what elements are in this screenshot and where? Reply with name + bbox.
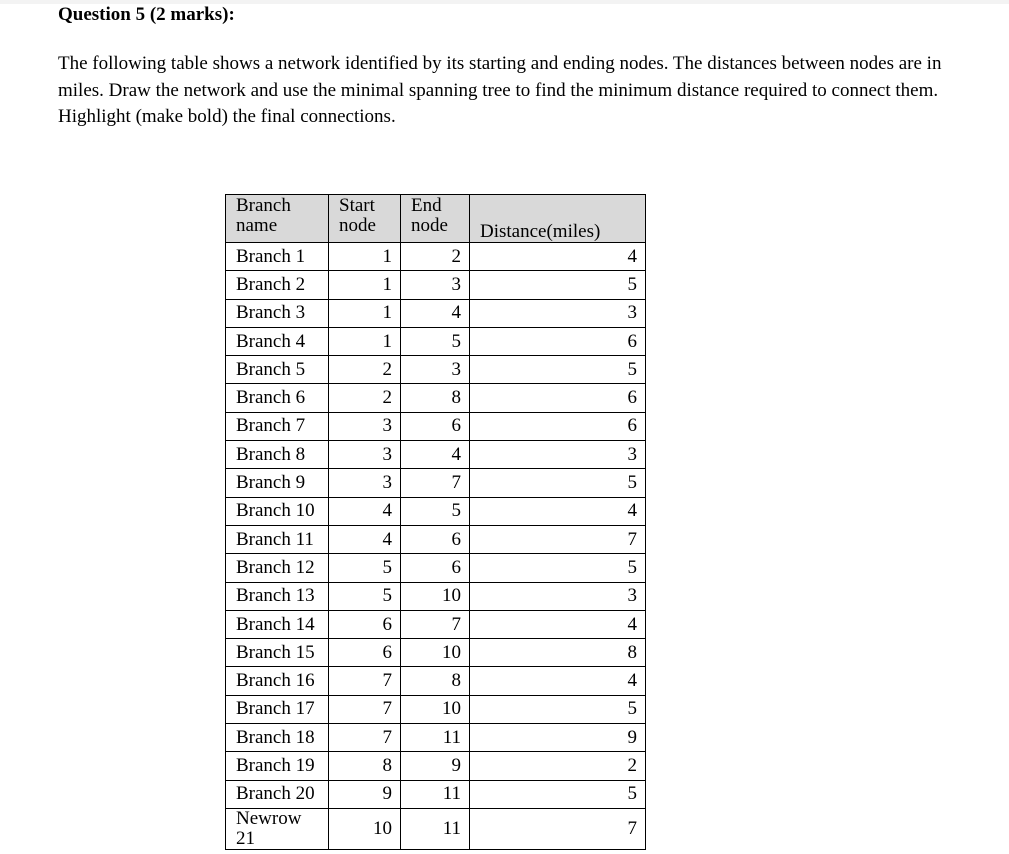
start-node-cell: 1 <box>329 299 401 327</box>
table-row <box>226 808 646 849</box>
header-branch-name <box>226 195 329 243</box>
branch-name-cell: Branch 7 <box>226 412 329 440</box>
branch-name-cell: Branch 10 <box>226 497 329 525</box>
branch-name-cell: Branch 9 <box>226 469 329 497</box>
header-start-node <box>329 195 401 243</box>
branch-name-cell: Branch 2 <box>226 271 329 299</box>
branch-name-cell: Branch 19 <box>226 752 329 780</box>
end-node-cell: 4 <box>401 441 470 469</box>
end-node-cell: 5 <box>401 327 470 355</box>
table-row <box>226 356 646 384</box>
end-node-cell: 3 <box>401 271 470 299</box>
table-row <box>226 299 646 327</box>
distance-cell: 5 <box>470 780 646 808</box>
question-heading: Question 5 (2 marks): <box>58 4 235 25</box>
table-row <box>226 695 646 723</box>
table-row <box>226 780 646 808</box>
table-row <box>226 525 646 553</box>
end-node-cell: 10 <box>401 639 470 667</box>
distance-cell: 7 <box>470 808 646 849</box>
end-node-cell: 8 <box>401 384 470 412</box>
branch-name-cell: Branch 8 <box>226 441 329 469</box>
branch-table <box>225 194 646 850</box>
end-node-cell: 5 <box>401 497 470 525</box>
table-header-row <box>226 195 646 243</box>
table-row <box>226 752 646 780</box>
end-node-cell: 9 <box>401 752 470 780</box>
branch-name-cell: Branch 6 <box>226 384 329 412</box>
end-node-cell: 4 <box>401 299 470 327</box>
table-body <box>226 243 646 850</box>
header-branch-line1: Branch <box>236 195 291 216</box>
table-row <box>226 243 646 271</box>
end-node-cell: 6 <box>401 525 470 553</box>
distance-cell: 5 <box>470 695 646 723</box>
distance-cell: 9 <box>470 724 646 752</box>
branch-name-cell: Branch 16 <box>226 667 329 695</box>
start-node-cell: 2 <box>329 384 401 412</box>
start-node-cell: 3 <box>329 469 401 497</box>
start-node-cell: 3 <box>329 441 401 469</box>
end-node-cell: 10 <box>401 582 470 610</box>
branch-name-cell: Branch 13 <box>226 582 329 610</box>
start-node-cell: 1 <box>329 243 401 271</box>
branch-name-cell: Branch 11 <box>226 525 329 553</box>
start-node-cell: 7 <box>329 667 401 695</box>
distance-cell: 4 <box>470 667 646 695</box>
end-node-cell: 11 <box>401 808 470 849</box>
table-row <box>226 469 646 497</box>
header-branch-line2: name <box>236 215 278 236</box>
branch-name-cell: Branch 4 <box>226 327 329 355</box>
end-node-cell: 7 <box>401 469 470 497</box>
branch-name-cell: Newrow 21 <box>226 808 329 849</box>
branch-name-cell: Branch 3 <box>226 299 329 327</box>
header-start-line1: Start <box>339 195 375 216</box>
start-node-cell: 5 <box>329 554 401 582</box>
branch-name-cell: Branch 18 <box>226 724 329 752</box>
start-node-cell: 10 <box>329 808 401 849</box>
end-node-cell: 11 <box>401 780 470 808</box>
end-node-cell: 2 <box>401 243 470 271</box>
end-node-cell: 10 <box>401 695 470 723</box>
table-row <box>226 610 646 638</box>
start-node-cell: 3 <box>329 412 401 440</box>
start-node-cell: 9 <box>329 780 401 808</box>
distance-cell: 3 <box>470 299 646 327</box>
start-node-cell: 4 <box>329 497 401 525</box>
header-end-line2: node <box>411 215 448 236</box>
start-node-cell: 1 <box>329 327 401 355</box>
table-row <box>226 412 646 440</box>
distance-cell: 6 <box>470 412 646 440</box>
header-end-node <box>401 195 470 243</box>
table-row <box>226 384 646 412</box>
start-node-cell: 8 <box>329 752 401 780</box>
start-node-cell: 7 <box>329 695 401 723</box>
distance-cell: 6 <box>470 327 646 355</box>
distance-cell: 4 <box>470 243 646 271</box>
table-row <box>226 271 646 299</box>
table-row <box>226 554 646 582</box>
header-start-line2: node <box>339 215 376 236</box>
table-row <box>226 667 646 695</box>
distance-cell: 6 <box>470 384 646 412</box>
end-node-cell: 7 <box>401 610 470 638</box>
start-node-cell: 6 <box>329 610 401 638</box>
branch-name-cell: Branch 20 <box>226 780 329 808</box>
distance-cell: 5 <box>470 271 646 299</box>
distance-cell: 8 <box>470 639 646 667</box>
start-node-cell: 2 <box>329 356 401 384</box>
question-text: The following table shows a network identified by its starting and ending nodes. The distances between nodes are in miles. Draw the network and use the minimal spanning tree to find the minimum distance required to connect them. Highlight (make bold) the final connections. <box>58 53 942 127</box>
branch-name-cell: Branch 17 <box>226 695 329 723</box>
distance-cell: 7 <box>470 525 646 553</box>
header-end-line1: End <box>411 195 442 216</box>
start-node-cell: 5 <box>329 582 401 610</box>
end-node-cell: 11 <box>401 724 470 752</box>
branch-name-cell: Branch 15 <box>226 639 329 667</box>
header-distance: Distance(miles) <box>470 195 646 243</box>
table-row <box>226 327 646 355</box>
distance-cell: 4 <box>470 610 646 638</box>
table-row <box>226 639 646 667</box>
branch-name-cell: Branch 12 <box>226 554 329 582</box>
distance-cell: 5 <box>470 554 646 582</box>
start-node-cell: 6 <box>329 639 401 667</box>
end-node-cell: 3 <box>401 356 470 384</box>
end-node-cell: 8 <box>401 667 470 695</box>
table-row <box>226 497 646 525</box>
distance-cell: 4 <box>470 497 646 525</box>
branch-name-cell: Branch 14 <box>226 610 329 638</box>
start-node-cell: 1 <box>329 271 401 299</box>
distance-cell: 3 <box>470 441 646 469</box>
distance-cell: 3 <box>470 582 646 610</box>
table-row <box>226 582 646 610</box>
end-node-cell: 6 <box>401 412 470 440</box>
table-row <box>226 441 646 469</box>
distance-cell: 2 <box>470 752 646 780</box>
distance-cell: 5 <box>470 469 646 497</box>
end-node-cell: 6 <box>401 554 470 582</box>
start-node-cell: 4 <box>329 525 401 553</box>
table-row <box>226 724 646 752</box>
start-node-cell: 7 <box>329 724 401 752</box>
branch-name-cell: Branch 1 <box>226 243 329 271</box>
distance-cell: 5 <box>470 356 646 384</box>
branch-name-cell: Branch 5 <box>226 356 329 384</box>
